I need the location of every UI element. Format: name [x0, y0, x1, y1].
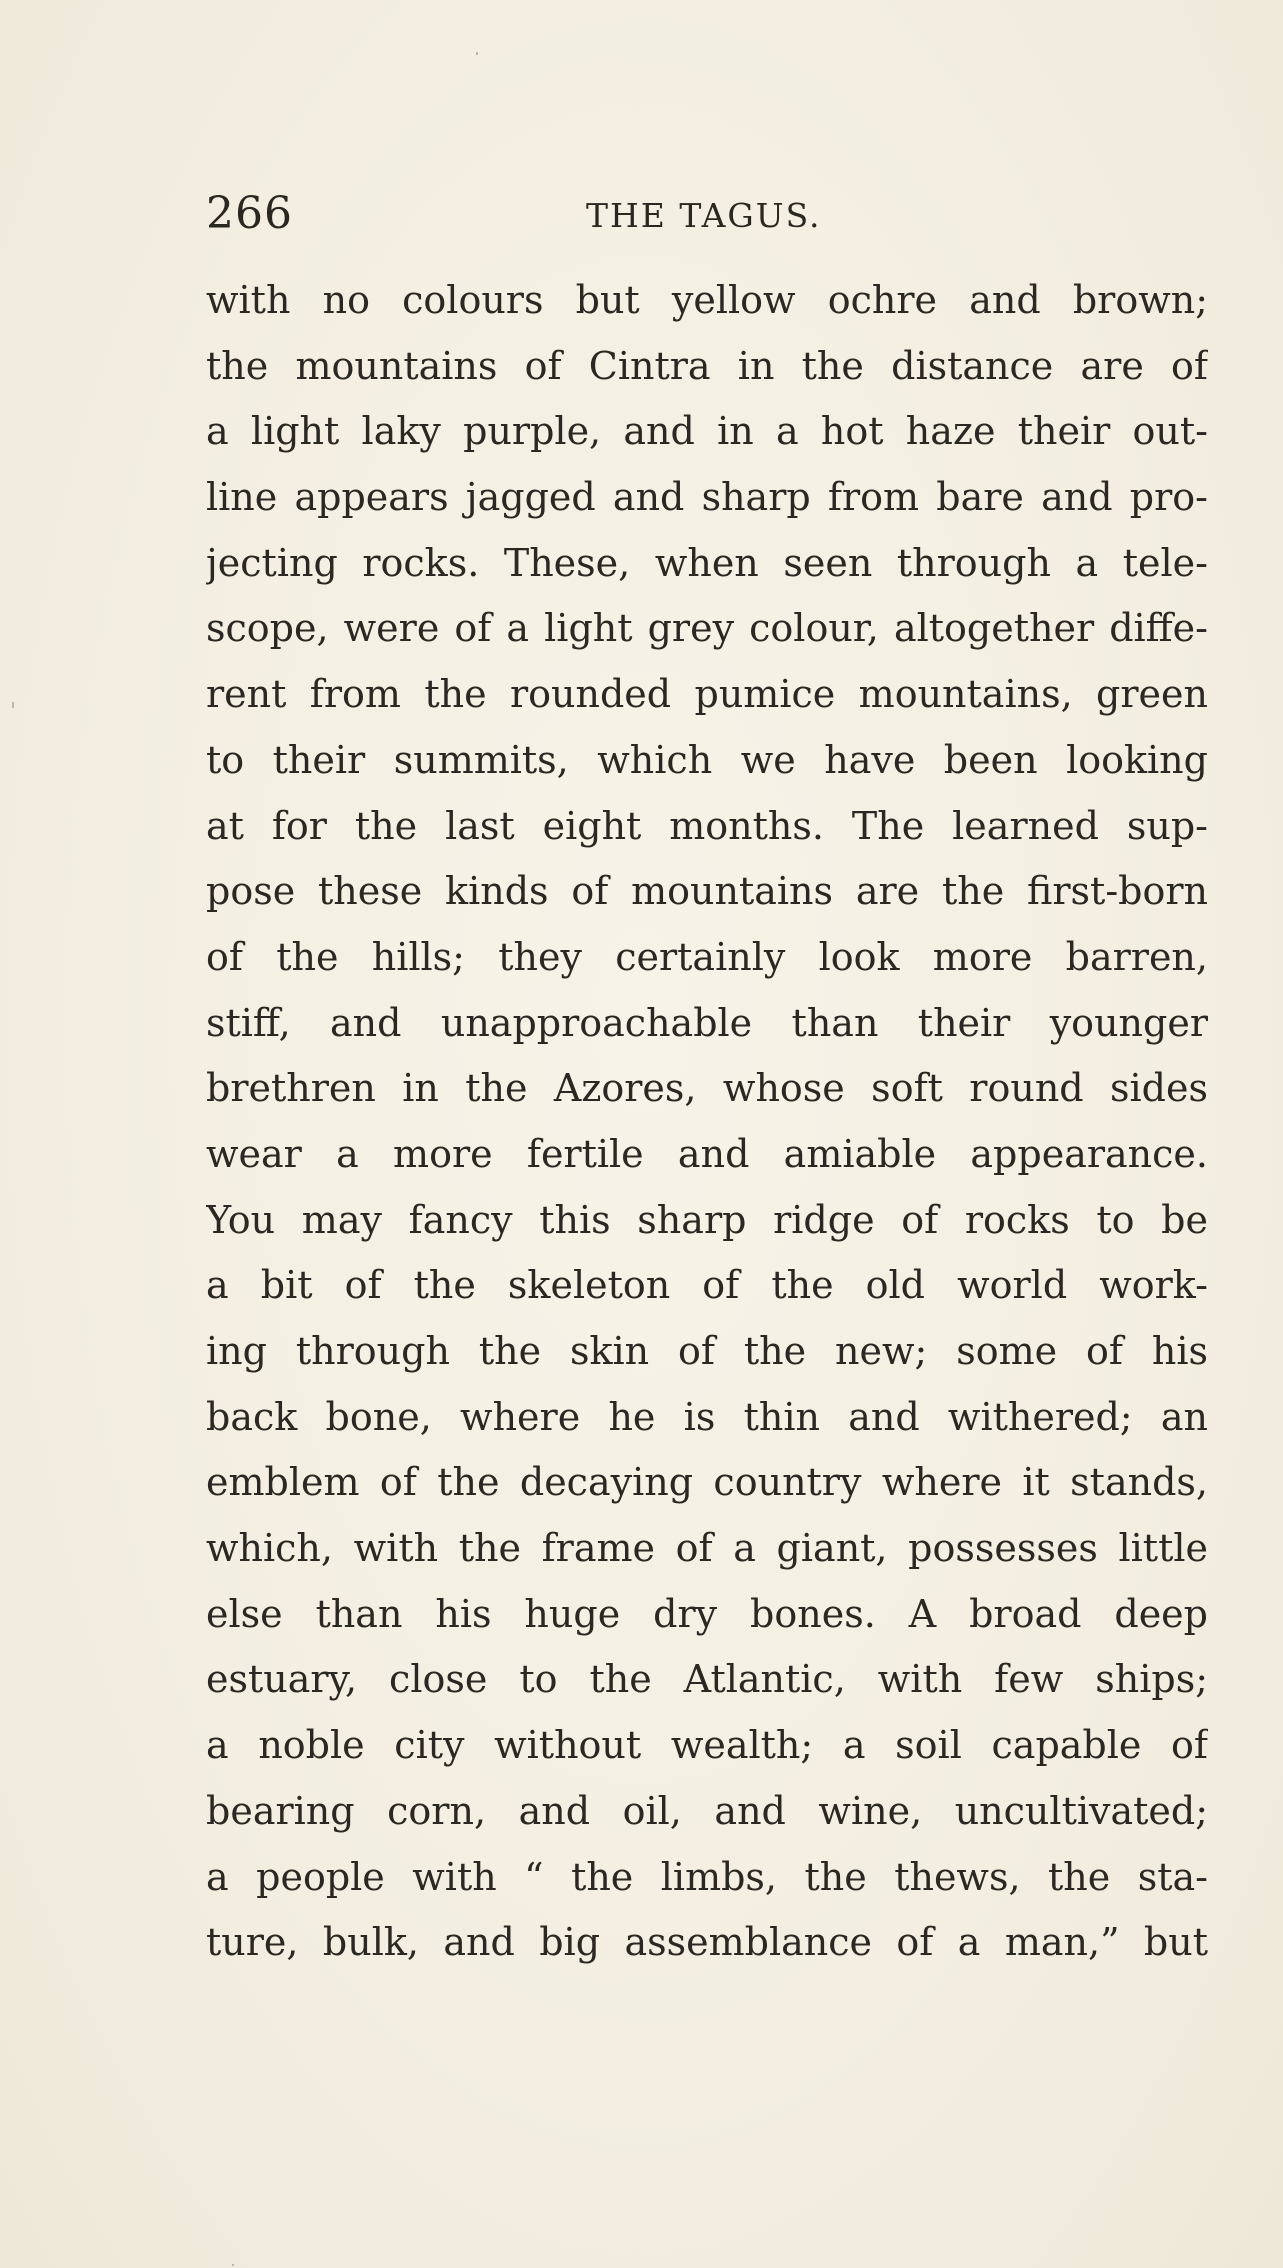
- text-line: estuary, close to the Atlantic, with few ships;: [206, 1657, 1208, 1702]
- text-line: emblem of the decaying country where it stands,: [206, 1460, 1208, 1505]
- body-text: [206, 268, 1208, 1976]
- paper-speck: [476, 52, 478, 55]
- text-line: a bit of the skeleton of the old world work-: [206, 1263, 1208, 1308]
- text-line: of the hills; they certainly look more barren,: [206, 934, 1208, 979]
- page-number: 266: [206, 188, 293, 239]
- paper-speck: [12, 702, 14, 708]
- text-line: ing through the skin of the new; some of his: [206, 1329, 1208, 1373]
- text-line: a people with “ the limbs, the thews, the sta-: [206, 1854, 1208, 1899]
- text-line: pose these kinds of mountains are the first-born: [206, 869, 1208, 914]
- text-line: brethren in the Azores, whose soft round sides: [206, 1066, 1208, 1111]
- text-line: stiff, and unapproachable than their younger: [206, 1000, 1208, 1045]
- text-line: back bone, where he is thin and withered; an: [206, 1394, 1208, 1439]
- paper-speck: [232, 2264, 234, 2266]
- text-line: else than his huge dry bones. A broad deep: [206, 1591, 1208, 1636]
- text-line: jecting rocks. These, when seen through a tele-: [206, 540, 1208, 585]
- text-line: rent from the rounded pumice mountains, green: [206, 672, 1208, 717]
- text-line: You may fancy this sharp ridge of rocks to be: [206, 1197, 1208, 1242]
- text-line: a noble city without wealth; a soil capable of: [206, 1723, 1208, 1768]
- text-line: the mountains of Cintra in the distance are of: [206, 343, 1208, 388]
- text-line: with no colours but yellow ochre and brown;: [206, 278, 1208, 322]
- text-line: which, with the frame of a giant, possesses little: [206, 1526, 1208, 1571]
- text-line: ture, bulk, and big assemblance of a man,” but: [206, 1920, 1208, 1965]
- running-title: THE TAGUS.: [586, 196, 822, 235]
- text-line: to their summits, which we have been looking: [206, 737, 1208, 782]
- text-line: a light laky purple, and in a hot haze their out-: [206, 409, 1208, 454]
- text-line: at for the last eight months. The learned sup-: [206, 803, 1208, 848]
- text-line: bearing corn, and oil, and wine, uncultivated;: [206, 1788, 1208, 1833]
- text-line: line appears jagged and sharp from bare and pro-: [206, 475, 1208, 520]
- text-line: wear a more fertile and amiable appearance.: [206, 1131, 1208, 1176]
- text-line: scope, were of a light grey colour, altogether diffe-: [206, 606, 1208, 651]
- page-header: [206, 188, 1208, 258]
